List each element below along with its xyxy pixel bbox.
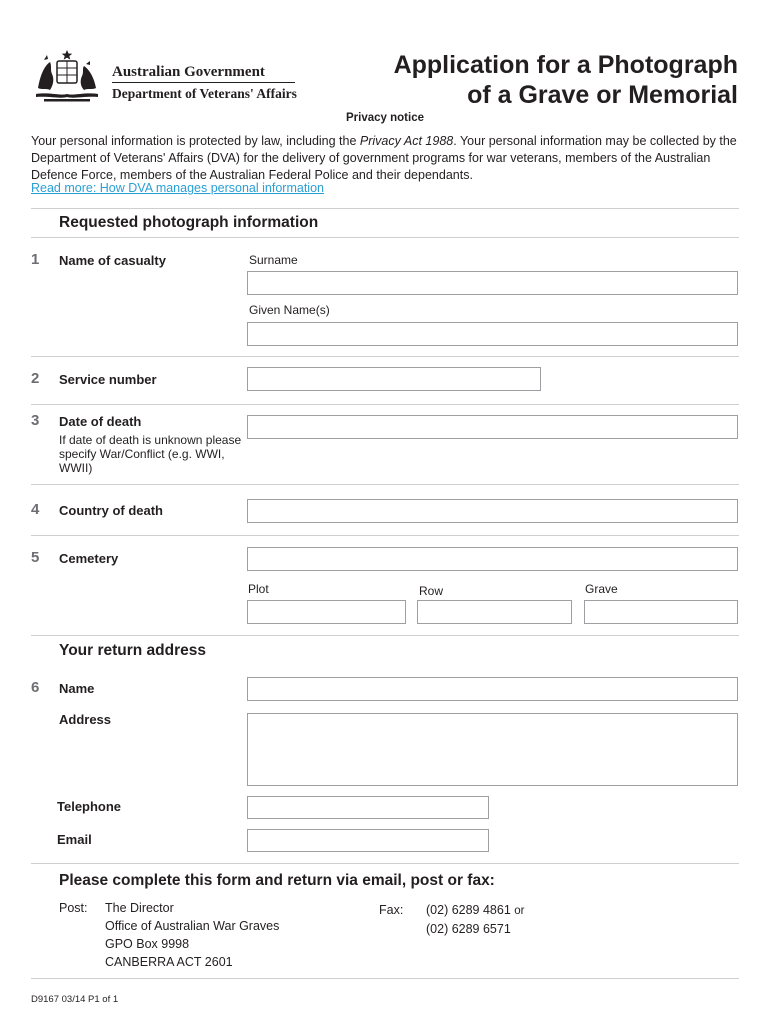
section-heading-return-address: Your return address	[59, 642, 207, 659]
divider	[31, 237, 739, 238]
fax-or: or	[514, 905, 525, 917]
telephone-label: Telephone	[57, 799, 122, 814]
row-label: Row	[419, 584, 444, 598]
date-of-death-label: Date of death	[59, 414, 142, 429]
cemetery-label: Cemetery	[59, 551, 119, 566]
privacy-text-part1: Your personal information is protected by law, including the	[31, 134, 360, 148]
divider	[31, 404, 739, 405]
coat-of-arms-icon	[30, 48, 104, 106]
surname-input[interactable]	[247, 271, 738, 295]
row-input[interactable]	[417, 600, 572, 624]
fax-number-primary: (02) 6289 4861	[426, 903, 511, 917]
question-number: 3	[31, 412, 40, 429]
privacy-heading: Privacy notice	[346, 112, 424, 124]
privacy-act-name: Privacy Act 1988	[359, 134, 454, 148]
service-number-input[interactable]	[247, 367, 541, 391]
plot-input[interactable]	[247, 600, 406, 624]
form-title-line1: Application for a Photograph	[393, 51, 738, 79]
telephone-input[interactable]	[247, 796, 489, 819]
post-address-line: CANBERRA ACT 2601	[105, 955, 233, 969]
address-textarea[interactable]	[247, 713, 738, 786]
service-number-label: Service number	[59, 372, 157, 387]
divider	[31, 484, 739, 485]
plot-label: Plot	[248, 582, 269, 596]
country-of-death-label: Country of death	[59, 503, 163, 518]
department-name: Department of Veterans' Affairs	[112, 86, 297, 101]
form-title-line2: of a Grave or Memorial	[467, 81, 738, 109]
government-name: Australian Government	[112, 64, 265, 80]
email-label: Email	[57, 832, 92, 847]
fax-label: Fax:	[379, 903, 404, 917]
date-of-death-hint: If date of death is unknown please specify War/Conflict (e.g. WWI, WWII)	[59, 433, 242, 475]
privacy-read-more-link[interactable]: Read more: How DVA manages personal information	[31, 181, 324, 195]
fax-numbers	[426, 901, 525, 938]
name-of-casualty-label: Name of casualty	[59, 253, 166, 268]
form-code: D9167 03/14 P1 of 1	[31, 994, 119, 1005]
fax-number-secondary: (02) 6289 6571	[426, 922, 511, 936]
question-number: 1	[31, 251, 40, 268]
cemetery-input[interactable]	[247, 547, 738, 571]
header-divider	[112, 82, 295, 83]
question-number: 5	[31, 549, 40, 566]
post-label: Post:	[59, 901, 88, 915]
fax-number-line	[426, 901, 525, 920]
divider	[31, 535, 739, 536]
post-address-line: Office of Australian War Graves	[105, 919, 280, 933]
divider	[31, 208, 739, 209]
given-names-label: Given Name(s)	[249, 303, 330, 317]
given-names-input[interactable]	[247, 322, 738, 346]
post-address-line: The Director	[105, 901, 174, 915]
section-heading-photograph: Requested photograph information	[59, 214, 319, 231]
surname-label: Surname	[249, 253, 298, 267]
return-name-input[interactable]	[247, 677, 738, 701]
privacy-text-part2: . Your personal information may be collected by the Department of Veterans' Affairs (DVA) for the delivery of government programs for war veterans, members of the Australian Defence Force, members of the Australian Federal Police and their dependants.	[31, 134, 737, 182]
address-label: Address	[59, 712, 112, 727]
date-of-death-input[interactable]	[247, 415, 738, 439]
question-number: 6	[31, 679, 40, 696]
email-input[interactable]	[247, 829, 489, 852]
country-of-death-input[interactable]	[247, 499, 738, 523]
section-heading-return-instructions: Please complete this form and return via email, post or fax:	[59, 872, 495, 889]
divider	[31, 863, 739, 864]
form-title	[394, 50, 738, 110]
question-number: 4	[31, 501, 40, 518]
return-name-label: Name	[59, 681, 95, 696]
divider	[31, 635, 739, 636]
privacy-text	[31, 133, 743, 183]
grave-input[interactable]	[584, 600, 738, 624]
question-number: 2	[31, 370, 40, 387]
grave-label: Grave	[585, 582, 618, 596]
post-address	[105, 899, 279, 971]
divider	[31, 978, 739, 979]
post-address-line: GPO Box 9998	[105, 937, 190, 951]
divider	[31, 356, 739, 357]
